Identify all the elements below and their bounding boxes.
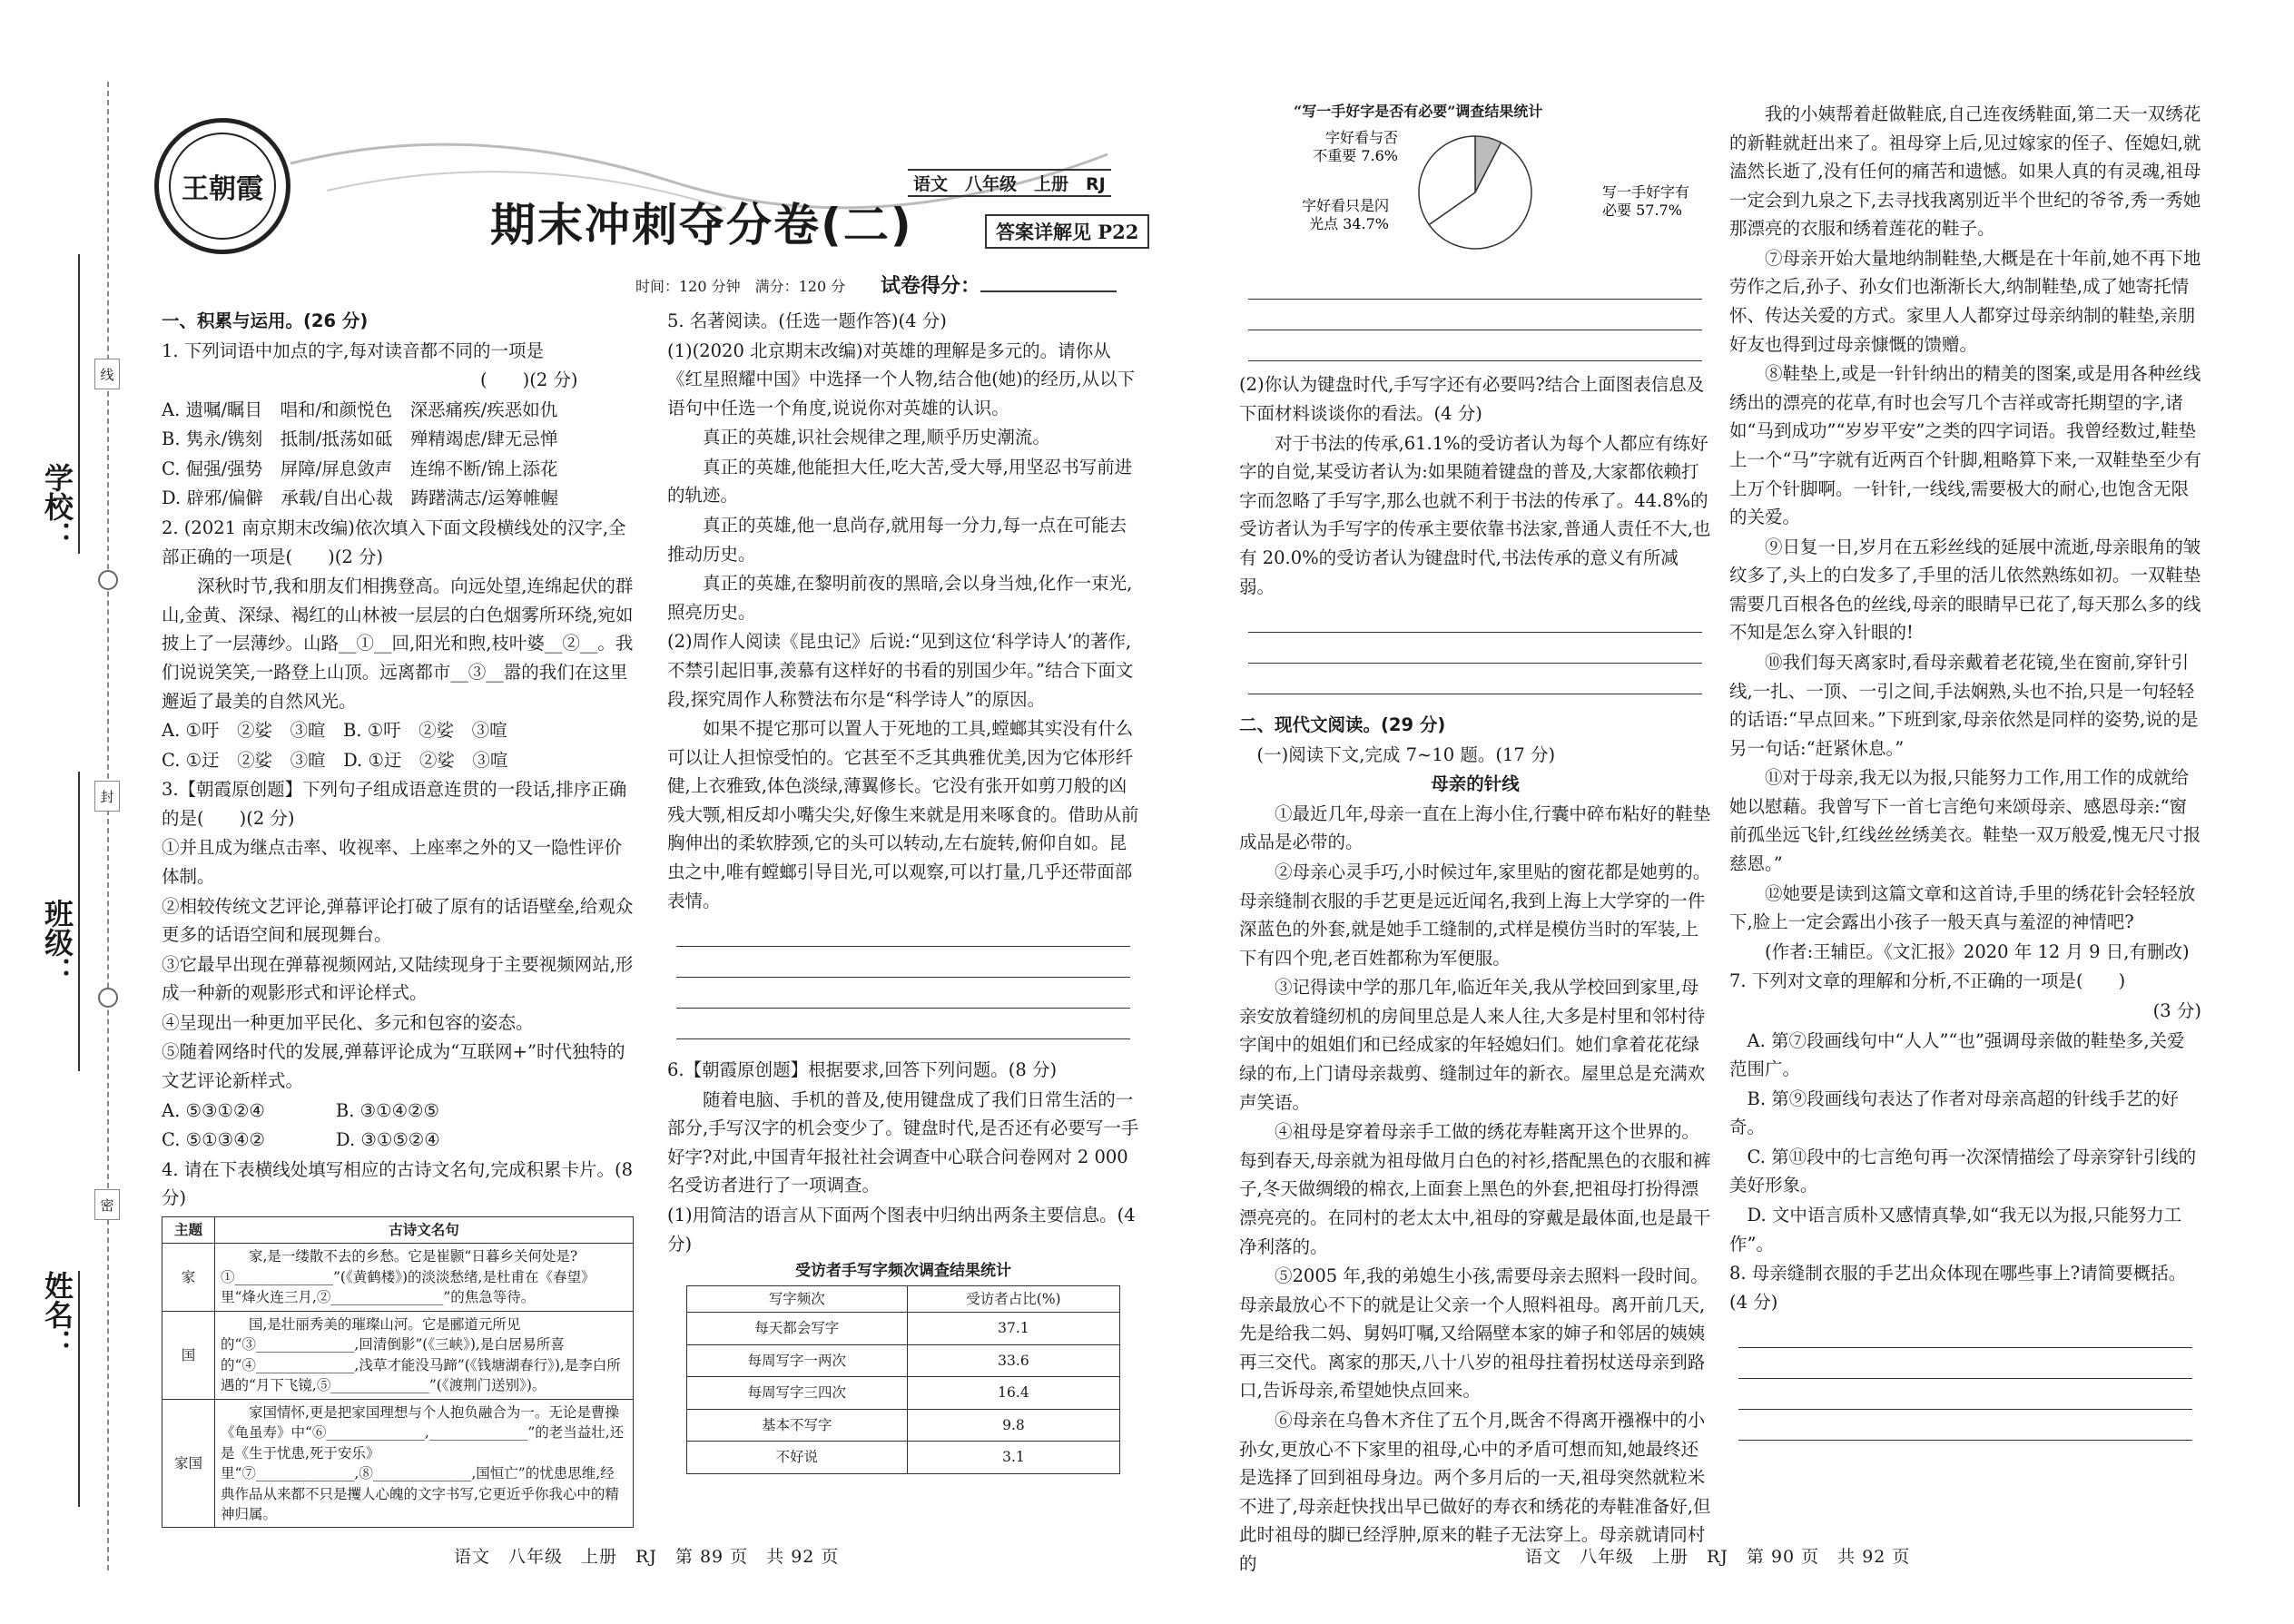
table-row	[162, 1311, 634, 1399]
row-value: 16.4	[907, 1377, 1120, 1409]
column-3	[1239, 100, 1711, 1574]
q-text: 对于书法的传承,61.1%的受访者认为每个人都应有练好字的自觉,某受访者认为:如果随着键盘的普及,大家都依赖打字而忽略了手写字,那么也就不利于书法的传承了。44.8%的受访者认为手写字的传承主要依靠书法家,普通人责任不大,也有 20.0%的受访者认为键盘时代,书法传承的意义有所减弱。	[1239, 432, 1711, 597]
q-text: C. ①迂 ②娑 ③暄 D. ①迂 ②娑 ③喧	[162, 749, 508, 771]
q-text: ⑤随着网络时代的发展,弹幕评论成为“互联网+”时代独特的文艺评论新样式。	[162, 1041, 625, 1092]
table-row	[162, 1399, 634, 1528]
q-text: 6.【朝霞原创题】根据要求,回答下列问题。(8 分)	[667, 1059, 1058, 1081]
table-header: 主题	[162, 1216, 215, 1243]
q-text: ③记得读中学的那几年,临近年关,我从学校回到家里,母亲安放着缝纫机的房间里总是人来人往,大多是村里和邻村待字闺中的姐姐们和已经成家的年轻媳妇们。她们拿着花花绿绿的布,上门请母亲裁剪、缝制过年的新衣。屋里总是充满欢声笑语。	[1239, 977, 1706, 1113]
q-text: ⑫她要是读到这篇文章和这首诗,手里的绣花针会轻轻放下,脸上一定会露出小孩子一般天真与羞涩的神情吧?	[1729, 882, 2196, 933]
table-row	[686, 1442, 1119, 1473]
poem-table	[162, 1216, 634, 1529]
logo-seal	[154, 118, 290, 254]
answer-reference: 答案详解见 P22	[985, 214, 1149, 249]
q-text: ②母亲心灵手巧,小时候过年,家里贴的窗花都是她剪的。母亲缝制衣服的手艺更是远近闻名,我到上海上大学穿的一件深蓝色的外套,就是她手工缝制的,式样是模仿当时的军装,上下有四个兜,老百姓都称为军便服。	[1239, 861, 1711, 969]
binding-line-1	[78, 254, 80, 554]
answer-line[interactable]	[1738, 1348, 2192, 1379]
q-text: 8. 母亲缝制衣服的手艺出众体现在哪些事上?请简要概括。(4 分)	[1729, 1263, 2187, 1313]
row-text[interactable]: 家,是一缕散不去的乡愁。它是崔颢“日暮乡关何处是?①______________”(《黄鹤楼》)的淡淡愁绪,是杜甫在《春望》里“烽火连三月,②________________”的焦急等待。	[215, 1244, 634, 1311]
q-text: D. 文中语言质朴又感情真挚,如“我无以为报,只能努力工作”。	[1729, 1204, 2182, 1255]
q-text: ④祖母是穿着母亲手工做的绣花寿鞋离开这个世界的。每到春天,母亲就为祖母做月白色的衬衫,搭配黑色的衣服和裤子,冬天做绸缎的棉衣,上面套上黑色的外套,把祖母打扮得漂漂亮亮的。在同村的老太太中,祖母的穿戴是最体面,也是最干净利落的。	[1239, 1121, 1711, 1257]
q-text: 真正的英雄,他一息尚存,就用每一分力,每一点在可能去推动历史。	[667, 515, 1127, 565]
pie-label-1: 光点 34.7%	[1309, 214, 1389, 232]
q-text: ⑥母亲在乌鲁木齐住了五个月,既舍不得离开襁褓中的小孙女,更放心不下家里的祖母,心中的矛盾可想而知,她最终还是选择了回到祖母身边。两个多月后的一天,祖母突然就粒米不进了,母亲赶快找出早已做好的寿衣和绣花的寿鞋准备好,但此时祖母的脚已经浮肿,原来的鞋子无法穿上。母亲就请同村的	[1239, 1409, 1711, 1574]
table-row	[162, 1244, 634, 1311]
q-text: (2)你认为键盘时代,手写字还有必要吗?结合上面图表信息及下面材料谈谈你的看法。(4 分)	[1239, 374, 1705, 425]
answer-line[interactable]	[1248, 664, 1702, 694]
q-text: 7. 下列对文章的理解和分析,不正确的一项是( )	[1729, 970, 2126, 992]
table-header-row	[686, 1285, 1119, 1312]
pie-label-0: 写一手好字有	[1602, 182, 1690, 201]
freq-table-title: 受访者手写字频次调查结果统计	[795, 1262, 1011, 1281]
logo-inner-ring	[169, 133, 276, 240]
row-label: 不好说	[686, 1442, 907, 1473]
q-text: C. 倔强/强势 屏障/屏息敛声 连绵不断/锦上添花	[162, 458, 558, 479]
q-text: ②相较传统文艺评论,弹幕评论打破了原有的话语壁垒,给观众更多的话语空间和展现舞台。	[162, 895, 634, 946]
q-text: 深秋时节,我和朋友们相携登高。向远处望,连绵起伏的群山,金黄、深绿、褐红的山林被一层层的白色烟雾所环绕,宛如披上了一层薄纱。山路__①__回,阳光和煦,枝叶婆__②__。我们说说笑笑,一路登上山顶。远离都市__③__嚣的我们在这里邂逅了最美的自然风光。	[162, 576, 634, 712]
q-text: 5. 名著阅读。(任选一题作答)(4 分)	[667, 310, 947, 331]
q-text: (一)阅读下文,完成 7~10 题。(17 分)	[1239, 743, 1556, 765]
pie-label-0: 必要 57.7%	[1602, 201, 1682, 219]
pie-label-2: 不重要 7.6%	[1313, 146, 1398, 164]
q-text: ①最近几年,母亲一直在上海小住,行囊中碎布粘好的鞋垫成品是必带的。	[1239, 802, 1711, 853]
q-text: A. 遗嘱/瞩目 唱和/和颜悦色 深恶痛疾/疾恶如仇	[162, 399, 558, 420]
binding-line-2	[78, 772, 80, 1071]
q-text: 真正的英雄,他能担大任,吃大苦,受大辱,用坚忍书写前进的轨迹。	[667, 456, 1133, 507]
q-text: A. ①吁 ②娑 ③暄 B. ①吁 ②娑 ③喧	[162, 720, 507, 742]
answer-line[interactable]	[1248, 269, 1702, 300]
column-2	[667, 307, 1139, 1514]
q-text: ⑩我们每天离家时,看母亲戴着老花镜,坐在窗前,穿针引线,一扎、一顶、一引之间,手法娴熟,头也不抬,只是一句轻轻的话语:“早点回来。”下班到家,母亲依然是同样的姿势,说的是另一句话:“赶紧休息。”	[1729, 651, 2199, 759]
subject-bar: 语文 八年级 上册 RJ	[908, 169, 1111, 197]
q-text: ⑤2005 年,我的弟媳生小孩,需要母亲去照料一段时间。母亲最放心不下的就是让父亲一个人照料祖母。离开前几天,先是给我二妈、舅妈叮嘱,又给隔壁本家的婶子和邻居的姨姨再三交代。离家的那天,八十八岁的祖母拄着拐杖送母亲到路口,告诉母亲,希望她快点回来。	[1239, 1265, 1708, 1402]
row-theme: 家国	[162, 1399, 215, 1528]
time-score-info: 时间：120 分钟 满分：120 分	[635, 278, 846, 295]
row-theme: 家	[162, 1244, 215, 1311]
column-4	[1729, 100, 2201, 1516]
score-input[interactable]	[980, 290, 1117, 292]
pie-label-2: 字好看与否	[1324, 128, 1398, 146]
row-value: 3.1	[907, 1442, 1120, 1473]
q-text: 4. 请在下表横线处填写相应的古诗文名句,完成积累卡片。(8 分)	[162, 1158, 634, 1209]
footer-left: 语文 八年级 上册 RJ 第 89 页 共 92 页	[454, 1547, 840, 1567]
q-text: 真正的英雄,在黎明前夜的黑暗,会以身当烛,化作一束光,照亮历史。	[667, 573, 1133, 623]
binding-hole-1	[98, 570, 118, 590]
q-text: (1)用简洁的语言从下面两个图表中归纳出两条主要信息。(4 分)	[667, 1205, 1136, 1255]
row-text[interactable]: 家国情怀,更是把家国理想与个人抱负融合为一。无论是曹操《龟虽寿》中“⑥______________,______________”的老当益壮,还是《生于忧患,死于安乐》里“⑦______________,⑧______________,国恒亡”的忧患思维,经典作品从来都不只是攫人心魄的文字书写,它更近乎你我心中的精神归属。	[215, 1399, 634, 1528]
answer-line[interactable]	[1738, 1410, 2192, 1441]
row-text[interactable]: 国,是壮丽秀美的璀璨山河。它是郦道元所见的“③______________,回清倒影”(《三峡》),是白居易所喜的“④______________,浅草才能没马蹄”(《钱塘湖春行》),是李白所遇的“月下飞镜,⑤______________”(《渡荆门送别》)。	[215, 1311, 634, 1399]
row-label: 每周写字一两次	[686, 1344, 907, 1376]
q-text: 真正的英雄,识社会规律之理,顺乎历史潮流。	[703, 427, 1050, 448]
spacer	[1239, 361, 1711, 370]
q-text: 如果不提它那可以置人于死地的工具,螳螂其实没有什么可以让人担惊受怕的。它甚至不乏其典雅优美,因为它体形纤健,上衣雅致,体色淡绿,薄翼修长。它没有张开如剪刀般的凶残大颚,相反却小嘴尖尖,好像生来就是用来啄食的。借助从前胸伸出的柔软脖颈,它的头可以转动,左右旋转,俯仰自如。昆虫之中,唯有螳螂引导目光,可以观察,可以打量,几乎还带面部表情。	[667, 718, 1139, 911]
q-text: C. ⑤①③④② D. ③①⑤②④	[162, 1129, 440, 1151]
answer-line[interactable]	[1738, 1317, 2192, 1348]
spacer	[1239, 694, 1711, 711]
row-label: 基本不写字	[686, 1409, 907, 1441]
answer-line[interactable]	[1248, 300, 1702, 330]
binding-line-3	[78, 1271, 80, 1507]
row-value: 9.8	[907, 1409, 1120, 1441]
binding-tag-2: 封	[94, 781, 120, 812]
q-text: 二、现代文阅读。(29 分)	[1239, 714, 1446, 736]
q-text: 2. (2021 南京期末改编)依次填入下面文段横线处的汉字,全部正确的一项是( )(2 分)	[162, 517, 626, 567]
q-text: 3.【朝霞原创题】下列句子组成语意连贯的一段话,排序正确的是( )(2 分)	[162, 779, 627, 829]
table-row	[686, 1377, 1119, 1409]
column-1	[162, 307, 634, 1523]
logo-text: 王朝霞	[182, 173, 263, 205]
table-row	[686, 1313, 1119, 1344]
page-title: 期末冲刺夺分卷(二)	[490, 199, 913, 251]
answer-line[interactable]	[1738, 1379, 2192, 1410]
table-header: 古诗文名句	[215, 1216, 634, 1243]
q-text: (2)周作人阅读《昆虫记》后说:“见到这位‘科学诗人’的著作,不禁引起旧事,羡慕有这样好的书看的别国少年。”结合下面文段,探究周作人称赞法布尔是“科学诗人”的原因。	[667, 631, 1134, 710]
binding-hole-2	[98, 988, 118, 1008]
school-label: 学校：	[40, 463, 74, 550]
row-value: 37.1	[907, 1313, 1120, 1344]
q-text: ⑦母亲开始大量地纳制鞋垫,大概是在十年前,她不再下地劳作之后,孙子、孙女们也渐渐长大,纳制鞋垫,成了她寄托情怀、传达关爱的方式。家里人人都穿过母亲纳制的鞋垫,亲朋好友也得到过母亲慷慨的馈赠。	[1729, 247, 2201, 355]
table-header: 写字频次	[686, 1285, 907, 1312]
pie-label-1: 字好看只是闪	[1301, 196, 1389, 214]
q-text: B. 第⑨段画线句表达了作者对母亲高超的针线手艺的好奇。	[1729, 1088, 2179, 1138]
footer-right: 语文 八年级 上册 RJ 第 90 页 共 92 页	[1525, 1547, 1911, 1567]
answer-line[interactable]	[676, 1009, 1130, 1039]
q-text: 随着电脑、手机的普及,使用键盘成了我们日常生活的一部分,手写汉字的机会变少了。键盘时代,是否还有必要写一手好字?对此,中国青年报社社会调查中心联合问卷网对 2 000 名受访者进行了一项调查。	[667, 1088, 1139, 1196]
q-text: 母亲的针线	[1431, 773, 1520, 795]
name-label: 姓名：	[40, 1271, 74, 1358]
q-text: (作者:王辅臣。《文汇报》2020 年 12 月 9 日,有删改)	[1765, 940, 2190, 962]
answer-line[interactable]	[676, 978, 1130, 1009]
class-label: 班级：	[40, 899, 74, 986]
table-header: 受访者占比(%)	[907, 1285, 1120, 1312]
q-text: ⑪对于母亲,我无以为报,只能努力工作,用工作的成就给她以慰藉。我曾写下一首七言绝句来颂母亲、感恩母亲:“窗前孤坐远飞针,红线丝丝绣美衣。鞋垫一双万般爱,愧无尺寸报慈恩。”	[1729, 767, 2201, 875]
q-text: ①并且成为继点击率、收视率、上座率之外的又一隐性评价体制。	[162, 837, 623, 887]
row-label: 每天都会写字	[686, 1313, 907, 1344]
table-row	[686, 1344, 1119, 1376]
answer-line[interactable]	[1248, 330, 1702, 361]
row-value: 33.6	[907, 1344, 1120, 1376]
row-theme: 国	[162, 1311, 215, 1399]
q-text: ④呈现出一种更加平民化、多元和包容的姿态。	[162, 1011, 534, 1033]
table-header-row	[162, 1216, 634, 1243]
q-text: (3 分)	[2152, 999, 2201, 1021]
table-row	[686, 1409, 1119, 1441]
score-label	[881, 271, 1117, 299]
q-text: A. 第⑦段画线句中“人人”“也”强调母亲做的鞋垫多,关爱范围广。	[1729, 1029, 2185, 1080]
q-text: (1)(2020 北京期末改编)对英雄的理解是多元的。请你从《红星照耀中国》中选择一个人物,结合他(她)的经历,从以下语句中任选一个角度,说说你对英雄的认识。	[667, 340, 1136, 418]
answer-line[interactable]	[1248, 633, 1702, 664]
binding-tag-3: 密	[94, 1189, 120, 1220]
q-text: ( )(2 分)	[162, 369, 578, 391]
freq-table	[686, 1285, 1120, 1474]
chart-title: “写一手好字是否有必要”调查结果统计	[1294, 103, 1543, 120]
binding-tag-1: 线	[94, 359, 120, 389]
spacer	[667, 1039, 1139, 1056]
pie-chart	[1239, 124, 1711, 261]
q-text: 我的小姨帮着赶做鞋底,自己连夜绣鞋面,第二天一双绣花的新鞋就赶出来了。祖母穿上后,见过嫁家的侄子、侄媳妇,就溘然长逝了,没有任何的痛苦和遗憾。如果人真的有灵魂,祖母一定会到九泉之下,去寻找我离别近半个世纪的爷爷,秀一秀她那漂亮的衣服和绣着莲花的鞋子。	[1729, 103, 2201, 240]
q-text: B. 隽永/镌刻 抵制/抵荡如砥 殚精竭虑/肆无忌惮	[162, 428, 558, 450]
cut-line	[107, 82, 109, 1570]
q-text: ③它最早出现在弹幕视频网站,又陆续现身于主要视频网站,形成一种新的观影形式和评论样式。	[162, 953, 634, 1004]
q-text: ⑧鞋垫上,或是一针针纳出的精美的图案,或是用各种丝线绣出的漂亮的花草,有时也会写几个吉祥或寄托期望的字,诸如“马到成功”“岁岁平安”之类的四字词语。我曾经数过,鞋垫上一个“马”字就有近两百个针脚,粗略算下来,一双鞋垫至少有上万个针脚啊。一针针,一线线,需要极大的耐心,也饱含无限的关爱。	[1729, 363, 2201, 528]
q-text: 一、积累与运用。(26 分)	[162, 310, 369, 331]
score-text: 试卷得分：	[881, 275, 981, 298]
answer-line[interactable]	[1248, 602, 1702, 633]
q-text: A. ⑤③①②④ B. ③①④②⑤	[162, 1099, 440, 1121]
answer-line[interactable]	[676, 916, 1130, 947]
q-text: ⑨日复一日,岁月在五彩丝线的延展中流逝,母亲眼角的皱纹多了,头上的白发多了,手里的活儿依然熟练如初。一双鞋垫需要几百根各色的丝线,母亲的眼睛早已花了,每天那么多的线不知是怎么穿入针眼的!	[1729, 536, 2201, 644]
row-label: 每周写字三四次	[686, 1377, 907, 1409]
answer-line[interactable]	[676, 947, 1130, 978]
q-text: 1. 下列词语中加点的字,每对读音都不同的一项是	[162, 340, 545, 361]
q-text: C. 第⑪段中的七言绝句再一次深情描绘了母亲穿针引线的美好形象。	[1729, 1146, 2197, 1196]
q-text: D. 辟邪/偏僻 承载/自出心裁 踌躇满志/运筹帷幄	[162, 487, 559, 509]
